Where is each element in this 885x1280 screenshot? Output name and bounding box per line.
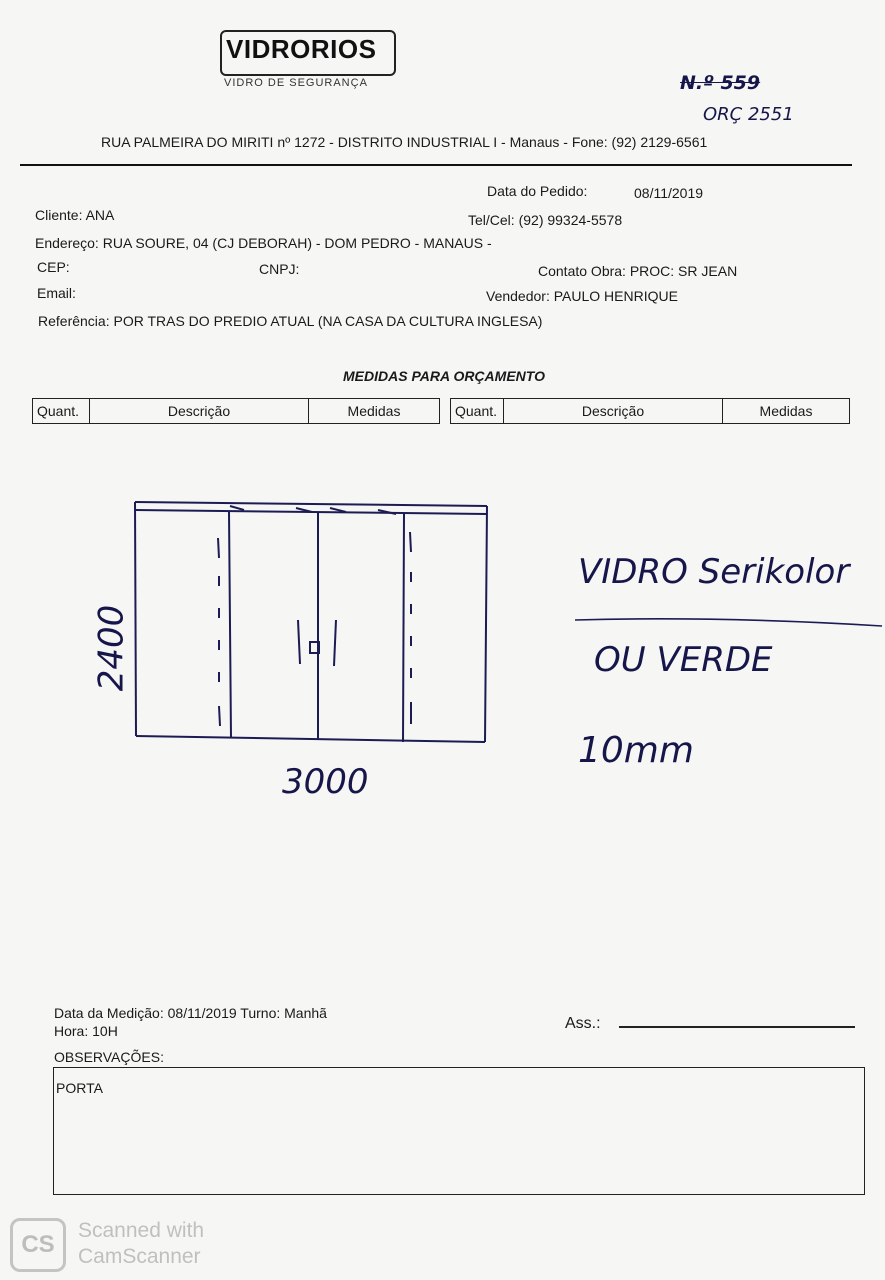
reference-label: Referência: xyxy=(38,313,110,329)
address-field xyxy=(35,235,492,251)
measure-date-label: Data da Medição: xyxy=(54,1005,164,1021)
sketch-note-glass: VIDRO Serikolor xyxy=(578,552,850,592)
sketch-note-thickness: 10mm xyxy=(578,730,694,771)
reference-value: POR TRAS DO PREDIO ATUAL (NA CASA DA CULTURA INGLESA) xyxy=(113,313,543,329)
seller-label: Vendedor: xyxy=(486,288,550,304)
handwritten-ref: ORÇ 2551 xyxy=(703,104,794,125)
signature-line xyxy=(619,1026,855,1028)
shift-label: Turno: xyxy=(240,1005,281,1021)
measurements-table-right xyxy=(450,398,850,424)
camscanner-watermark: Scanned with CamScanner xyxy=(78,1219,205,1268)
order-date-label: Data do Pedido: xyxy=(487,183,588,199)
brand-tagline: VIDRO DE SEGURANÇA xyxy=(224,77,368,89)
phone-field xyxy=(468,212,622,228)
col-quantity: Quant. xyxy=(33,399,90,424)
phone-label: Tel/Cel: xyxy=(468,212,515,228)
observations-value: PORTA xyxy=(56,1080,103,1096)
col-quantity: Quant. xyxy=(451,399,504,424)
measurements-table-left xyxy=(32,398,440,424)
address-label: Endereço: xyxy=(35,235,99,251)
col-description: Descrição xyxy=(504,399,723,424)
hour-field xyxy=(54,1023,118,1039)
cnpj-label: CNPJ: xyxy=(259,261,300,277)
client-field xyxy=(35,207,114,223)
header-divider xyxy=(20,164,852,166)
company-address: RUA PALMEIRA DO MIRITI nº 1272 - DISTRITO INDUSTRIAL I - Manaus - Fone: (92) 2129-6561 xyxy=(101,134,708,150)
note-underline xyxy=(575,619,882,626)
contact-label: Contato Obra: xyxy=(538,263,626,279)
signature-label: Ass.: xyxy=(565,1015,601,1032)
seller-value: PAULO HENRIQUE xyxy=(553,288,678,304)
client-label: Cliente: xyxy=(35,207,83,223)
brand-logo: VIDRORIOS xyxy=(226,34,377,64)
hour-label: Hora: xyxy=(54,1023,89,1039)
door-outline xyxy=(135,502,487,742)
measure-date-field xyxy=(54,1005,327,1021)
phone-value: (92) 99324-5578 xyxy=(518,212,623,228)
contact-field xyxy=(538,263,737,279)
sketch-width-label: 3000 xyxy=(282,762,369,802)
measurements-title: MEDIDAS PARA ORÇAMENTO xyxy=(343,368,545,384)
col-description: Descrição xyxy=(90,399,309,424)
camscanner-logo: CS xyxy=(10,1218,66,1272)
seller-field xyxy=(486,288,678,304)
observations-label: OBSERVAÇÕES: xyxy=(54,1049,164,1065)
address-value: RUA SOURE, 04 (CJ DEBORAH) - DOM PEDRO - MANAUS - xyxy=(102,235,492,251)
shift-value: Manhã xyxy=(284,1005,327,1021)
client-value: ANA xyxy=(85,207,115,223)
reference-field xyxy=(38,313,542,329)
order-date-value: 08/11/2019 xyxy=(634,185,704,201)
email-label: Email: xyxy=(37,285,76,301)
order-number-struck: N.º 559 xyxy=(680,72,761,94)
sketch-height-label: 2400 xyxy=(91,604,132,692)
contact-value: PROC: SR JEAN xyxy=(629,263,738,279)
col-measures: Medidas xyxy=(309,399,440,424)
measure-date-value: 08/11/2019 xyxy=(167,1005,237,1021)
cep-label: CEP: xyxy=(37,259,70,275)
hour-value: 10H xyxy=(92,1023,118,1039)
col-measures: Medidas xyxy=(723,399,850,424)
observations-box xyxy=(53,1067,865,1195)
sketch-note-color: OU VERDE xyxy=(594,640,773,680)
